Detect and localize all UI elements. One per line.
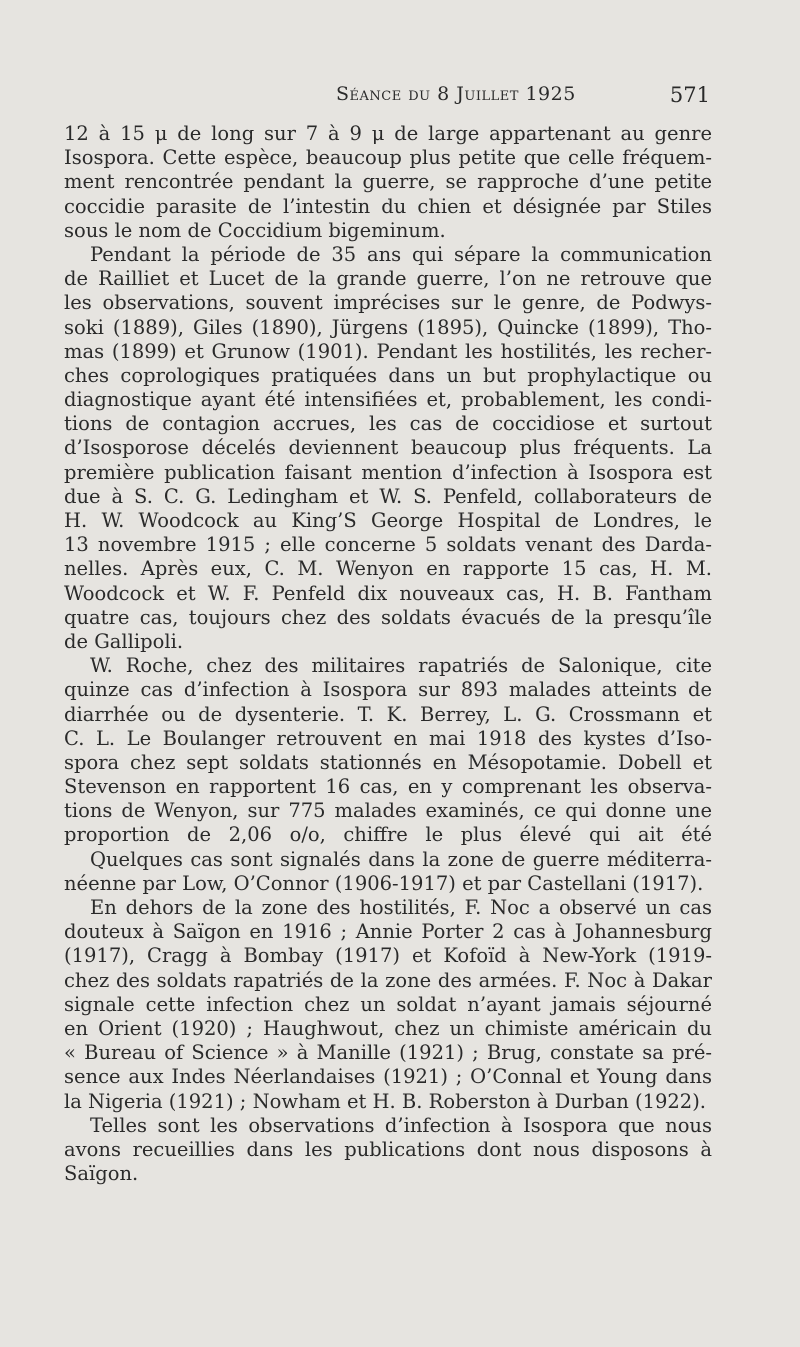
text-line: en Orient (1920) ; Haughwout, chez un chimiste américain du xyxy=(64,1016,712,1040)
text-line: ment rencontrée pendant la guerre, se rapproche d’une petite xyxy=(64,170,712,194)
text-line: due à S. C. G. Ledingham et W. S. Penfeld, collaborateurs de xyxy=(64,484,712,508)
text-line: quinze cas d’infection à Isospora sur 893 malades atteints de xyxy=(64,678,712,702)
text-line: (1917), Cragg à Bombay (1917) et Kofoïd à New-York (1919- xyxy=(64,944,712,968)
header-title: Séance du 8 Juillet 1925 xyxy=(336,83,576,105)
paragraph-5 xyxy=(64,896,712,1114)
text-line: sence aux Indes Néerlandaises (1921) ; O’Connal et Young dans xyxy=(64,1065,712,1089)
text-line: mas (1899) et Grunow (1901). Pendant les hostilités, les recher- xyxy=(64,339,712,363)
text-line: première publication faisant mention d’infection à Isospora est xyxy=(64,460,712,484)
text-line: de Railliet et Lucet de la grande guerre, l’on ne retrouve que xyxy=(64,267,712,291)
text-line: « Bureau of Science » à Manille (1921) ; Brug, constate sa pré- xyxy=(64,1041,712,1065)
running-header xyxy=(64,83,710,113)
text-line: chez des soldats rapatriés de la zone des armées. F. Noc à Dakar xyxy=(64,968,712,992)
text-line: En dehors de la zone des hostilités, F. Noc a observé un cas xyxy=(90,896,712,919)
text-line: 13 novembre 1915 ; elle concerne 5 soldats venant des Darda- xyxy=(64,533,712,557)
text-line: quatre cas, toujours chez des soldats évacués de la presqu’île xyxy=(64,605,712,629)
text-line: coccidie parasite de l’intestin du chien et désignée par Stiles xyxy=(64,194,712,218)
text-line: tions de contagion accrues, les cas de coccidiose et surtout xyxy=(64,412,712,436)
text-line: diarrhée ou de dysenterie. T. K. Berrey, L. G. Crossmann et xyxy=(64,702,712,726)
paragraph-2 xyxy=(64,243,712,654)
text-line: spora chez sept soldats stationnés en Mésopotamie. Dobell et xyxy=(64,750,712,774)
text-line: Telles sont les observations d’infection à Isospora que nous xyxy=(90,1113,712,1137)
paragraph-1 xyxy=(64,122,712,243)
text-line: douteux à Saïgon en 1916 ; Annie Porter 2 cas à Johannesburg xyxy=(64,920,712,944)
text-line: nelles. Après eux, C. M. Wenyon en rapporte 15 cas, H. M. xyxy=(64,557,712,581)
text-line: Pendant la période de 35 ans qui sépare la communication xyxy=(90,242,712,266)
text-line: ches coprologiques pratiquées dans un but prophylactique ou xyxy=(64,363,712,387)
paragraph-6 xyxy=(64,1114,712,1187)
text-line: Isospora. Cette espèce, beaucoup plus petite que celle fréquem- xyxy=(64,146,712,170)
text-line: Stevenson en rapportent 16 cas, en y comprenant les observa- xyxy=(64,775,712,799)
text-line: avons recueillies dans les publications dont nous disposons à xyxy=(64,1137,712,1161)
text-line: la Nigeria (1921) ; Nowham et H. B. Roberston à Durban (1922). xyxy=(64,1089,706,1113)
text-line: W. Roche, chez des militaires rapatriés de Salonique, cite xyxy=(90,654,712,678)
text-line: de Gallipoli. xyxy=(64,629,184,653)
body-text xyxy=(64,122,712,1186)
page-number: 571 xyxy=(669,83,710,107)
text-line: H. W. Woodcock au King’S George Hospital de Londres, le xyxy=(64,509,712,532)
paragraph-3 xyxy=(64,654,712,848)
text-line: Woodcock et W. F. Penfeld dix nouveaux cas, H. B. Fantham xyxy=(64,581,712,605)
text-line: les observations, souvent imprécises sur le genre, de Podwys- xyxy=(64,291,712,315)
text-line: néenne par Low, O’Connor (1906-1917) et par Castellani (1917). xyxy=(64,871,704,895)
text-line: proportion de 2,06 o/o, chiffre le plus élevé qui ait été xyxy=(64,823,712,847)
text-line: C. L. Le Boulanger retrouvent en mai 1918 des kystes d’Iso- xyxy=(64,726,712,750)
text-line: signale cette infection chez un soldat n’ayant jamais séjourné xyxy=(64,992,712,1016)
text-line: d’Isosporose décelés deviennent beaucoup plus fréquents. La xyxy=(64,436,712,460)
text-line: diagnostique ayant été intensifiées et, probablement, les condi- xyxy=(64,388,712,412)
text-line: 12 à 15 μ de long sur 7 à 9 μ de large appartenant au genre xyxy=(64,122,712,145)
paragraph-4 xyxy=(64,848,712,896)
text-line: Quelques cas sont signalés dans la zone de guerre méditerra- xyxy=(90,847,712,871)
text-line: tions de Wenyon, sur 775 malades examinés, ce qui donne une xyxy=(64,799,712,823)
text-line: sous le nom de Coccidium bigeminum. xyxy=(64,218,446,242)
text-line: Saïgon. xyxy=(64,1162,139,1186)
text-line: soki (1889), Giles (1890), Jürgens (1895), Quincke (1899), Tho- xyxy=(64,315,712,339)
